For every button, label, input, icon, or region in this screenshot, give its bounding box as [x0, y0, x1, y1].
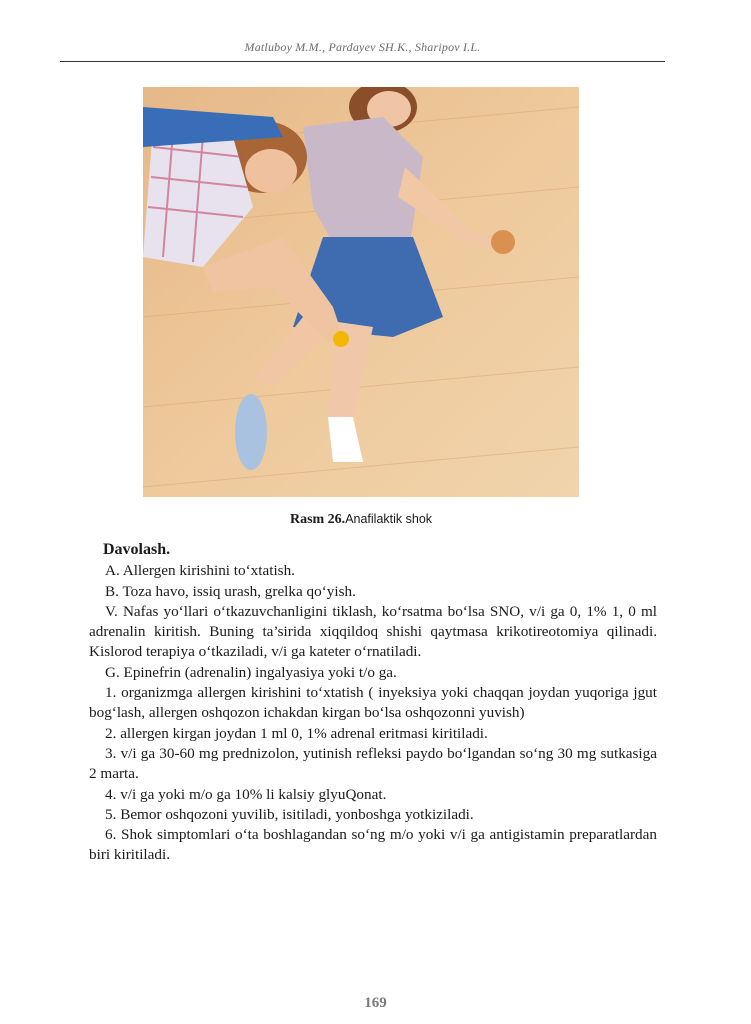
paragraph: 2. allergen kirgan joydan 1 ml 0, 1% adrenal eritmasi kiritiladi.: [105, 724, 488, 742]
page-number: 169: [364, 995, 387, 1011]
paragraph: A. Allergen kirishini to‘xtatish.: [105, 562, 295, 580]
figure-caption: [143, 512, 579, 528]
caption-number: Rasm 26.: [289, 512, 346, 527]
anaphylactic-shock-illustration: [143, 87, 579, 497]
header-rule: [60, 61, 665, 62]
caption-text: Anafilaktik shok: [345, 512, 433, 526]
paragraph: 4. v/i ga yoki m/o ga 10% li kalsiy glyuQonat.: [105, 785, 387, 803]
paragraph: B. Toza havo, issiq urash, grelka qo‘yish.: [105, 582, 356, 600]
paragraph: 5. Bemor oshqozoni yuvilib, isitiladi, yonboshga yotkiziladi.: [105, 805, 474, 823]
paragraph: G. Epinefrin (adrenalin) ingalyasiya yoki t/o ga.: [105, 663, 397, 681]
main-text: [89, 540, 657, 866]
paragraph: 6. Shok simptomlari o‘ta boshlagandan so‘ng m/o yoki v/i ga antigistamin preparatlardan biri kiritiladi.: [89, 826, 657, 864]
paragraph: 1. organizmga allergen kirishini to‘xtatish ( inyeksiya yoki chaqqan joydan yuqoriga jgut bog‘lash, allergen oshqozon ichakdan kirgan bo‘lsa oshqozonni yuvish): [89, 684, 657, 722]
paragraph: 3. v/i ga 30-60 mg prednizolon, yutinish refleksi paydo bo‘lgandan so‘ng 30 mg sutkasiga 2 marta.: [89, 744, 657, 783]
paragraph: V. Nafas yo‘llari o‘tkazuvchanligini tiklash, ko‘rsatma bo‘lsa SNO, v/i ga 0, 1% 1, 0 ml adrenalin kiritish. Buning ta’sirida xiqqildoq shishi qaytmasa krikotireotomiya qilinadi. Kislorod terapiya o‘tkaziladi, v/i ga kateter o‘rnatiladi.: [89, 602, 657, 661]
figure-photo: [143, 87, 579, 497]
section-heading: Davolash.: [103, 541, 171, 558]
running-header: Matluboy M.M., Pardayev SH.K., Sharipov I.L.: [244, 40, 481, 54]
